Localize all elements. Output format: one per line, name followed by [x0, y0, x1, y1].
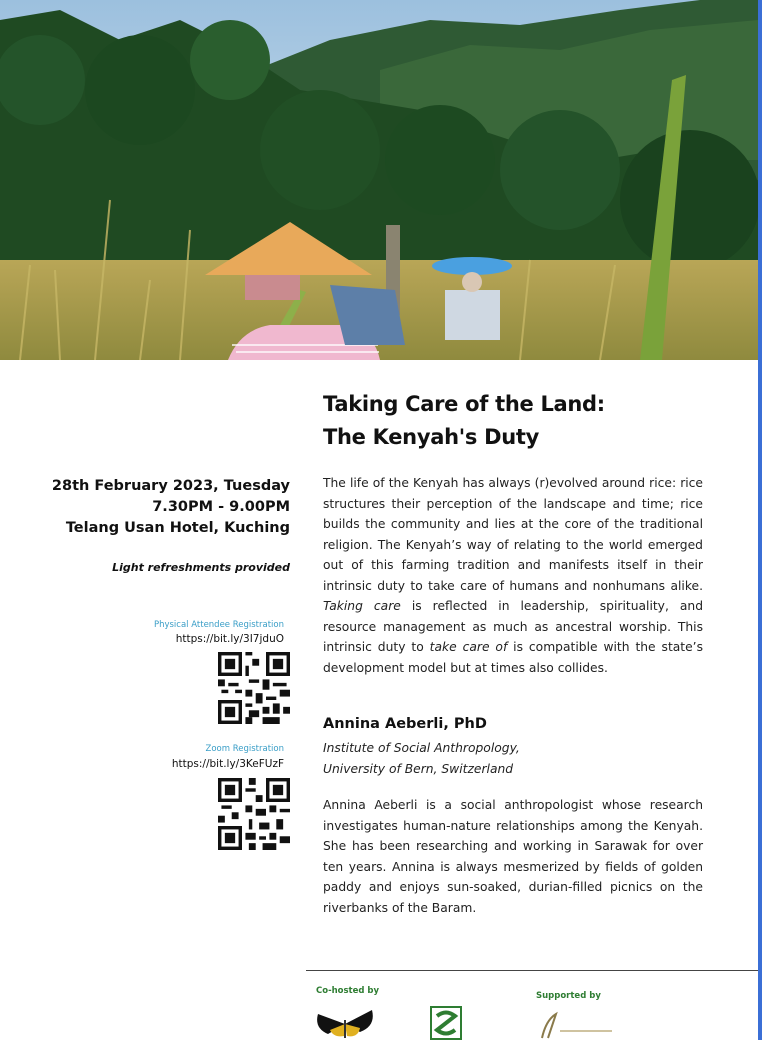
physical-registration-link[interactable]: https://bit.ly/3I7jduO [175, 633, 284, 645]
title-line-1: Taking Care of the Land: [323, 392, 605, 416]
event-date: 28th February 2023, Tuesday [51, 478, 290, 494]
institution-logo [430, 1006, 462, 1040]
speaker-bio: Annina Aeberli is a social anthropologist whose research investigates human-nature relationships among the Kenyah. She has been researching and working in Sarawak for over ten years. Annina is always mesmerized by fields of golden paddy and enjoys sun-soaked, durian-filled picnics on the riverbanks of the Baram. [323, 798, 703, 915]
speaker-affiliation [323, 738, 520, 780]
zoom-registration-label: Zoom Registration [205, 744, 284, 754]
description-part-1: The life of the Kenyah has always (r)evolved around rice: rice structures their perception of the landscape and time; rice builds the community and lies at the core of the traditional religion. The Kenyah’s way of relating to the world emerged out of this farming tradition and manifests itself in their intrinsic duty to take care of humans and nonhumans alike. [323, 476, 703, 593]
description-part-2: is reflected in leadership, spirituality, and resource management as much as ancestral worship. This intrinsic duty to [323, 599, 704, 654]
zoom-registration-link[interactable]: https://bit.ly/3KeFUzF [171, 758, 284, 770]
butterfly-logo [314, 1008, 376, 1040]
physical-registration-qr-code[interactable] [218, 652, 290, 724]
description-emphasis-2: take care of [429, 640, 508, 654]
event-time: 7.30PM - 9.00PM [152, 499, 290, 515]
description-emphasis-1: Taking care [323, 599, 401, 613]
supported-label: Supported by [536, 991, 601, 1001]
cohosted-label: Co-hosted by [316, 986, 380, 996]
description-part-3: is compatible with the state’s development model but at times also collides. [323, 640, 703, 675]
physical-registration-label: Physical Attendee Registration [153, 620, 284, 630]
event-details [52, 476, 290, 539]
hero-photo [0, 0, 758, 360]
refreshments-note: Light refreshments provided [112, 561, 290, 574]
event-title [323, 388, 743, 454]
affiliation-line-2: University of Bern, Switzerland [323, 762, 514, 776]
footer-divider [306, 970, 758, 971]
event-description [323, 473, 703, 678]
speaker-name: Annina Aeberli, PhD [323, 716, 487, 732]
affiliation-line-1: Institute of Social Anthropology, [323, 741, 520, 755]
title-line-2: The Kenyah's Duty [323, 425, 539, 449]
event-venue: Telang Usan Hotel, Kuching [65, 520, 290, 536]
hotel-logo [532, 1010, 622, 1040]
zoom-registration-qr-code[interactable] [218, 778, 290, 850]
